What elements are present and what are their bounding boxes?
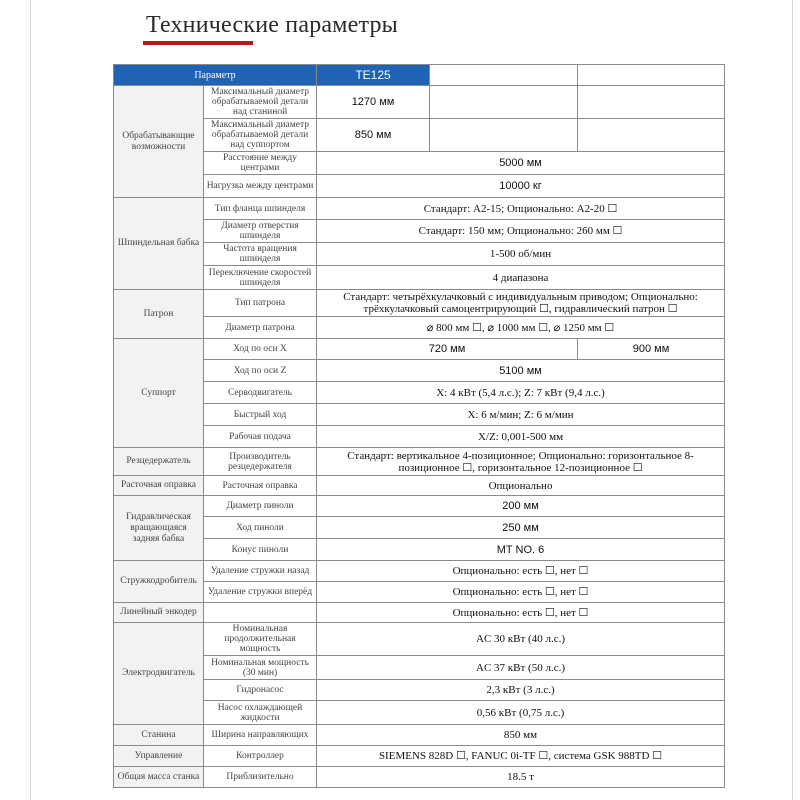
table-row <box>114 680 725 701</box>
category-cell: Резцедержатель <box>114 448 204 476</box>
header-param: Параметр <box>114 65 317 86</box>
table-row <box>114 539 725 561</box>
category-cell: Стружкодробитель <box>114 561 204 603</box>
category-cell: Шпиндельная бабка <box>114 198 204 290</box>
value-cell: 5000 мм <box>317 152 725 175</box>
table-row <box>114 317 725 339</box>
table-row <box>114 746 725 767</box>
header-blank-cell <box>430 65 578 86</box>
page-right-border <box>792 0 793 800</box>
value-cell: 1270 мм <box>317 86 430 119</box>
table-row <box>114 701 725 725</box>
table-row <box>114 404 725 426</box>
table-row <box>114 266 725 290</box>
param-cell: Номинальная мощность (30 мин) <box>204 656 317 680</box>
value-cell: 5100 мм <box>317 360 725 382</box>
value-cell: 200 мм <box>317 496 725 517</box>
category-cell: Обрабатывающие возможности <box>114 86 204 198</box>
header-blank-cell <box>578 65 725 86</box>
param-cell: Ход по оси Z <box>204 360 317 382</box>
table-row <box>114 198 725 220</box>
param-cell: Частота вращения шпинделя <box>204 243 317 266</box>
table-row <box>114 623 725 656</box>
category-cell: Электродвигатель <box>114 623 204 725</box>
value-cell: 2,3 кВт (3 л.с.) <box>317 680 725 701</box>
table-row <box>114 86 725 119</box>
param-cell: Максимальный диаметр обрабатываемой детали над станиной <box>204 86 317 119</box>
category-cell: Патрон <box>114 290 204 339</box>
param-cell: Рабочая подача <box>204 426 317 448</box>
param-cell: Ход по оси X <box>204 339 317 360</box>
title-underline <box>143 41 253 45</box>
param-cell: Производитель резцедержателя <box>204 448 317 476</box>
param-cell: Ход пиноли <box>204 517 317 539</box>
value-cell: 1-500 об/мин <box>317 243 725 266</box>
value-cell: 850 мм <box>317 119 430 152</box>
value-cell: 10000 кг <box>317 175 725 198</box>
value-cell: 18.5 т <box>317 767 725 788</box>
value-cell: Опционально: есть ☐, нет ☐ <box>317 603 725 623</box>
table-row <box>114 243 725 266</box>
table-row <box>114 152 725 175</box>
param-cell: Серводвигатель <box>204 382 317 404</box>
param-cell <box>204 603 317 623</box>
page-title: Технические параметры <box>146 12 398 38</box>
table-header-row <box>114 65 725 86</box>
value-cell: AC 37 кВт (50 л.с.) <box>317 656 725 680</box>
param-cell: Диаметр патрона <box>204 317 317 339</box>
param-cell: Удаление стружки назад <box>204 561 317 582</box>
param-cell: Переключение скоростей шпинделя <box>204 266 317 290</box>
category-cell: Расточная оправка <box>114 476 204 496</box>
category-cell: Управление <box>114 746 204 767</box>
param-cell: Расстояние между центрами <box>204 152 317 175</box>
category-cell: Суппорт <box>114 339 204 448</box>
table-row <box>114 476 725 496</box>
table-row <box>114 582 725 603</box>
value-cell: Опционально: есть ☐, нет ☐ <box>317 582 725 603</box>
param-cell: Тип фланца шпинделя <box>204 198 317 220</box>
value-cell: Стандарт: A2-15; Опционально: A2-20 ☐ <box>317 198 725 220</box>
empty-cell <box>430 86 578 119</box>
param-cell: Нагрузка между центрами <box>204 175 317 198</box>
value-cell: 900 мм <box>578 339 725 360</box>
category-cell: Линейный энкодер <box>114 603 204 623</box>
value-cell: 250 мм <box>317 517 725 539</box>
table-row <box>114 517 725 539</box>
value-cell: 4 диапазона <box>317 266 725 290</box>
value-cell: SIEMENS 828D ☐, FANUC 0i-TF ☐, система GSK 988TD ☐ <box>317 746 725 767</box>
value-cell: Стандарт: 150 мм; Опционально: 260 мм ☐ <box>317 220 725 243</box>
empty-cell <box>430 119 578 152</box>
param-cell: Гидронасос <box>204 680 317 701</box>
category-cell: Общая масса станка <box>114 767 204 788</box>
header-model: TE125 <box>317 65 430 86</box>
table-row <box>114 767 725 788</box>
table-row <box>114 426 725 448</box>
param-cell: Максимальный диаметр обрабатываемой детали над суппортом <box>204 119 317 152</box>
param-cell: Расточная оправка <box>204 476 317 496</box>
value-cell: ⌀ 800 мм ☐, ⌀ 1000 мм ☐, ⌀ 1250 мм ☐ <box>317 317 725 339</box>
param-cell: Диаметр пиноли <box>204 496 317 517</box>
param-cell: Ширина направляющих <box>204 725 317 746</box>
value-cell: Опционально <box>317 476 725 496</box>
value-cell: X: 4 кВт (5,4 л.с.); Z: 7 кВт (9,4 л.с.) <box>317 382 725 404</box>
category-cell: Станина <box>114 725 204 746</box>
value-cell: 850 мм <box>317 725 725 746</box>
table-row <box>114 656 725 680</box>
param-cell: Насос охлаждающей жидкости <box>204 701 317 725</box>
param-cell: Приблизительно <box>204 767 317 788</box>
table-row <box>114 119 725 152</box>
table-row <box>114 496 725 517</box>
param-cell: Диаметр отверстия шпинделя <box>204 220 317 243</box>
param-cell: Номинальная продолжительная мощность <box>204 623 317 656</box>
value-cell: AC 30 кВт (40 л.с.) <box>317 623 725 656</box>
table-row <box>114 448 725 476</box>
value-cell: Стандарт: вертикальное 4-позиционное; Опционально: горизонтальное 8-позиционное ☐, горизонтальное 12-позиционное ☐ <box>317 448 725 476</box>
table-row <box>114 603 725 623</box>
value-cell: 0,56 кВт (0,75 л.с.) <box>317 701 725 725</box>
param-cell: Быстрый ход <box>204 404 317 426</box>
spec-table <box>113 64 725 788</box>
empty-cell <box>578 86 725 119</box>
table-row <box>114 382 725 404</box>
value-cell: X/Z: 0,001-500 мм <box>317 426 725 448</box>
category-cell: Гидравлическая вращающаяся задняя бабка <box>114 496 204 561</box>
param-cell: Тип патрона <box>204 290 317 317</box>
table-row <box>114 339 725 360</box>
param-cell: Конус пиноли <box>204 539 317 561</box>
table-row <box>114 220 725 243</box>
value-cell: MT NO. 6 <box>317 539 725 561</box>
table-row <box>114 725 725 746</box>
param-cell: Удаление стружки вперёд <box>204 582 317 603</box>
empty-cell <box>578 119 725 152</box>
table-row <box>114 175 725 198</box>
table-row <box>114 360 725 382</box>
table-row <box>114 290 725 317</box>
param-cell: Контроллер <box>204 746 317 767</box>
value-cell: Опционально: есть ☐, нет ☐ <box>317 561 725 582</box>
page-left-border <box>30 0 31 800</box>
value-cell: 720 мм <box>317 339 578 360</box>
value-cell: Стандарт: четырёхкулачковый с индивидуальным приводом; Опционально: трёхкулачковый самоцентрирующий ☐, гидравлический патрон ☐ <box>317 290 725 317</box>
value-cell: X: 6 м/мин; Z: 6 м/мин <box>317 404 725 426</box>
table-row <box>114 561 725 582</box>
